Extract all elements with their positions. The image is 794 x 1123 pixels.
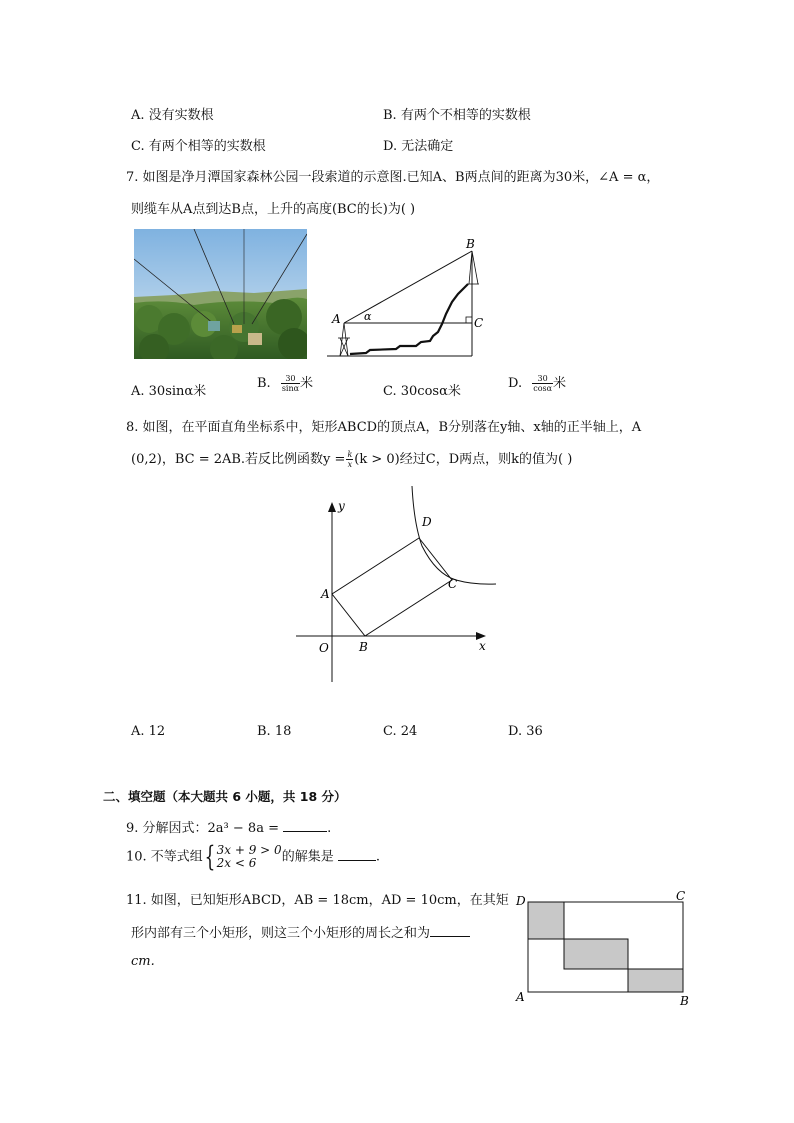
q11-question-line1: 11. 如图，已知矩形ABCD，AB = 18cm，AD = 10cm，在其矩 (126, 893, 509, 908)
q7-option-b-label: B. (257, 376, 271, 391)
label-A: A (516, 990, 525, 1004)
q9-text: 9. 分解因式：2a³ − 8a = (126, 821, 279, 836)
fraction-denominator: sinα (281, 384, 300, 393)
small-rectangle-3 (628, 969, 683, 992)
q7-question-line2: 则缆车从A点到达B点，上升的高度(BC的长)为( ) (131, 202, 416, 217)
q8-question-line2 (131, 448, 572, 469)
q6-option-a: A. 没有实数根 (131, 108, 214, 123)
q11-unit: cm. (131, 954, 155, 969)
label-B: B (359, 640, 368, 654)
q7-question-line1: 7. 如图是净月潭国家森林公园一段索道的示意图.已知A、B两点间的距离为30米，∠A = α， (126, 170, 660, 185)
inequality-system (217, 844, 282, 870)
q10-suffix: 的解集是 (281, 849, 334, 865)
label-alpha: α (364, 310, 372, 323)
q7-option-d-fraction (532, 374, 553, 393)
fraction-numerator: 30 (281, 374, 300, 384)
q8-option-b: B. 18 (257, 724, 292, 739)
section-title-fill-in: 二、填空题（本大题共 6 小题，共 18 分） (103, 789, 347, 804)
q9-question (126, 817, 331, 836)
brace-symbol: { (204, 840, 216, 873)
fraction-denominator: x (347, 460, 353, 469)
small-rectangle-2 (564, 939, 628, 969)
q8-line2-part2: (k > 0)经过C，D两点，则k的值为( ) (354, 452, 573, 467)
inequality-1: 3x + 9 > 0 (216, 843, 282, 857)
rectangle-diagram (512, 888, 696, 1010)
q7-option-d (508, 372, 566, 393)
q7-option-b (257, 372, 313, 393)
q8-k-over-x (346, 450, 353, 469)
label-A: A (321, 587, 330, 601)
label-C: C (676, 889, 686, 903)
label-B: B (680, 994, 689, 1008)
label-D: D (422, 515, 432, 529)
q6-option-b: B. 有两个不相等的实数根 (383, 108, 531, 123)
coordinate-diagram (290, 484, 500, 684)
label-A: A (332, 312, 341, 326)
fraction-numerator: k (347, 450, 353, 459)
q7-option-b-unit: 米 (300, 376, 314, 391)
q10-period: . (375, 849, 380, 865)
q7-option-d-unit: 米 (553, 376, 567, 391)
label-C: C (448, 577, 458, 591)
q7-option-b-fraction (281, 374, 300, 393)
fraction-denominator: cosα (533, 384, 553, 393)
label-D: D (516, 894, 526, 908)
y-axis-label: y (338, 499, 345, 513)
q7-option-d-label: D. (508, 376, 523, 391)
x-axis-label: x (479, 639, 486, 653)
q8-line2-part1: (0,2)，BC = 2AB.若反比例函数y = (131, 452, 346, 467)
origin-label: O (319, 641, 329, 655)
inequality-2: 2x < 6 (216, 856, 257, 870)
q6-option-c: C. 有两个相等的实数根 (131, 139, 266, 154)
cable-car-photo (134, 229, 307, 359)
q8-option-d: D. 36 (508, 724, 543, 739)
q10-question (126, 840, 380, 873)
q11-question-line2 (131, 922, 470, 941)
label-C: C (474, 316, 484, 330)
q8-question-line1: 8. 如图，在平面直角坐标系中，矩形ABCD的顶点A，B分别落在y轴、x轴的正半轴上，A (126, 420, 642, 435)
q11-answer-blank[interactable] (430, 936, 470, 937)
label-B: B (466, 237, 475, 251)
q10-prefix: 10. 不等式组 (126, 849, 203, 865)
small-rectangle-1 (528, 902, 564, 939)
cable-diagram (326, 236, 492, 360)
q6-option-d: D. 无法确定 (383, 139, 454, 154)
q9-period: . (327, 821, 332, 836)
q8-option-c: C. 24 (383, 724, 418, 739)
q8-option-a: A. 12 (131, 724, 166, 739)
q7-option-c: C. 30cosα米 (383, 384, 461, 399)
q10-answer-blank[interactable] (338, 860, 376, 861)
q11-line2-text: 形内部有三个小矩形，则这三个小矩形的周长之和为 (131, 926, 431, 941)
fraction-numerator: 30 (532, 374, 553, 384)
q9-answer-blank[interactable] (283, 831, 327, 832)
q7-option-a: A. 30sinα米 (131, 384, 207, 399)
